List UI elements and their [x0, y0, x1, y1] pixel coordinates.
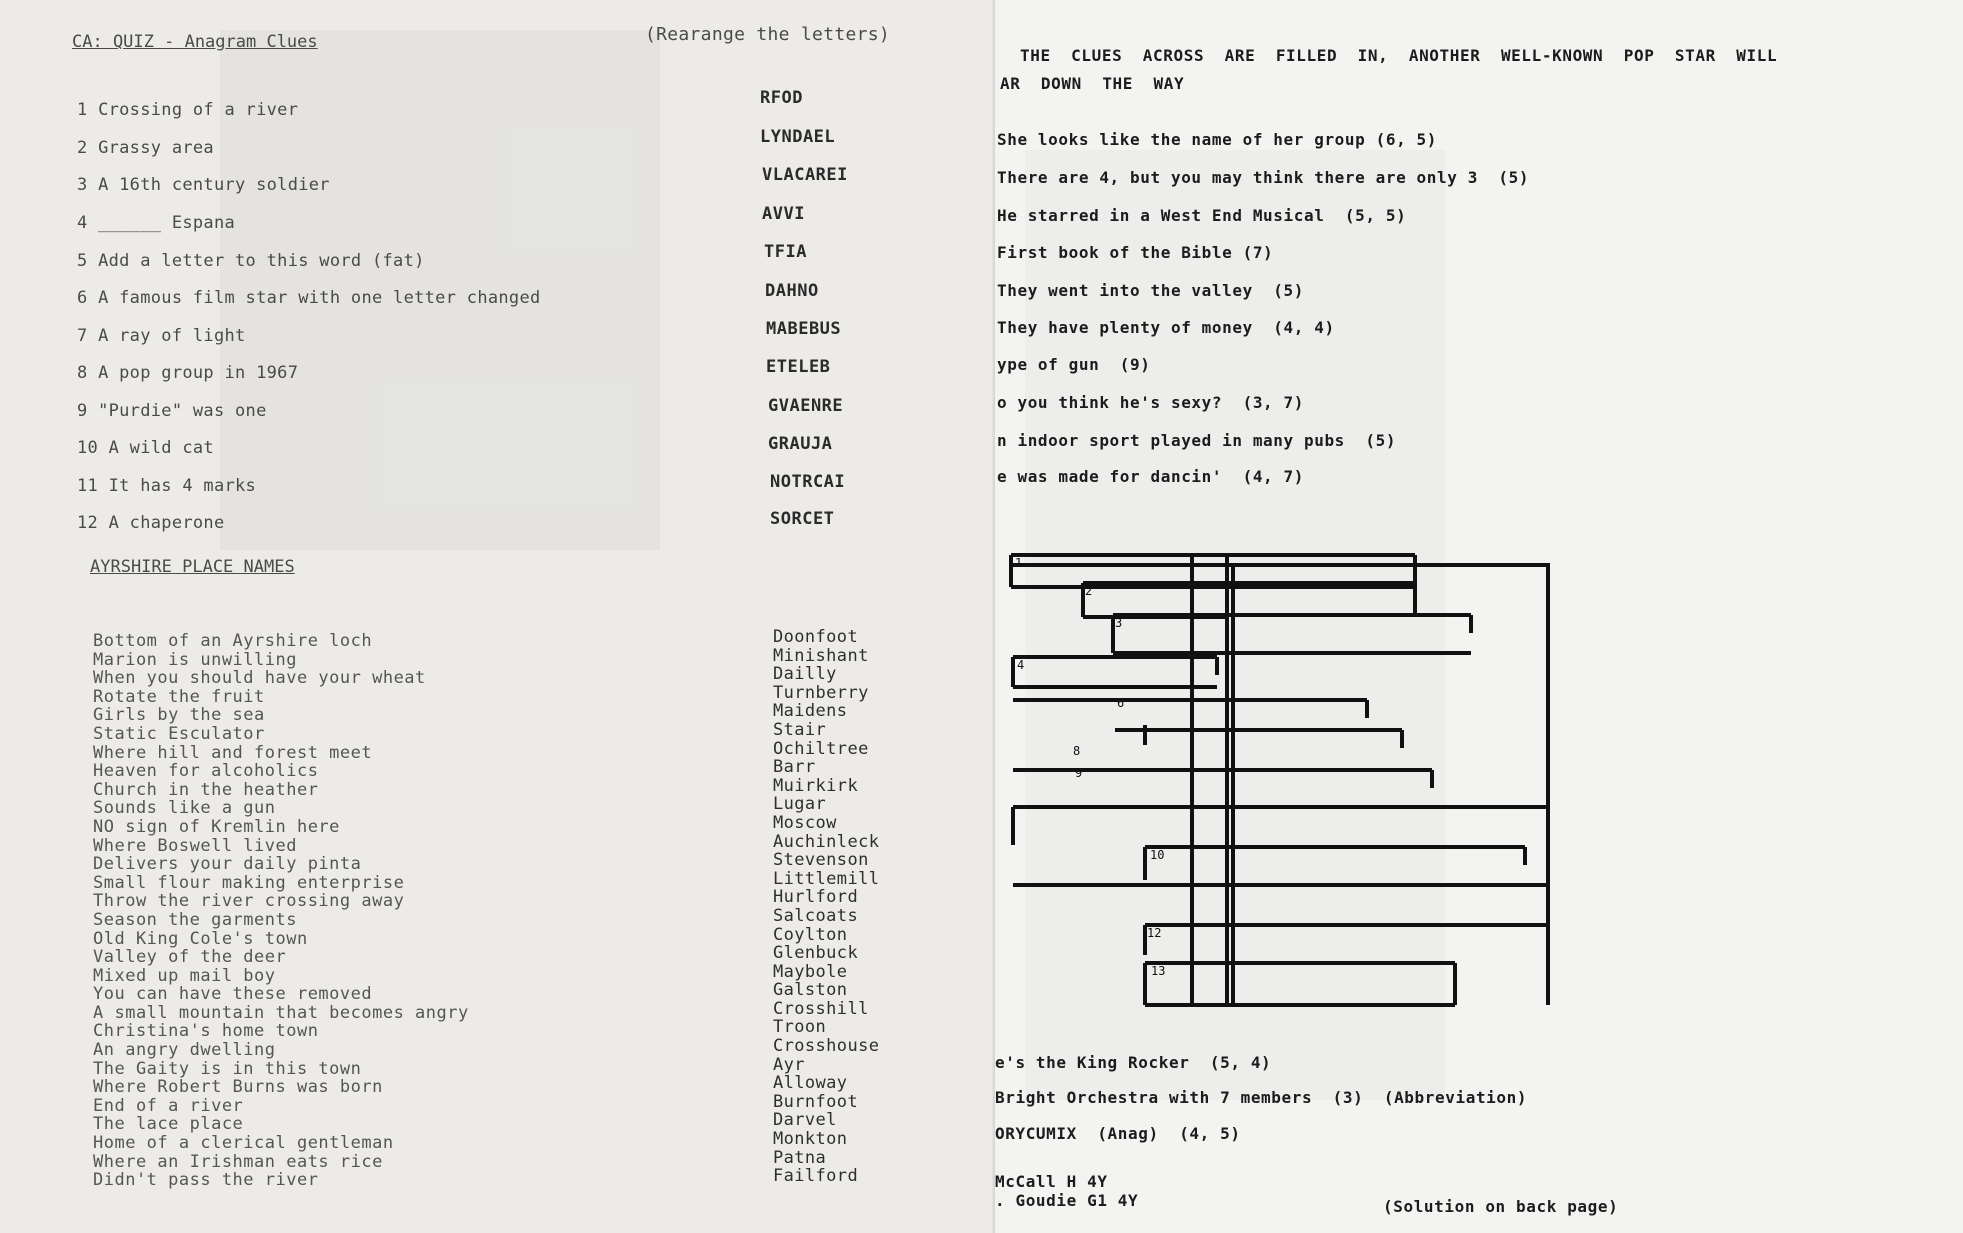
extra-clue: e's the King Rocker (5, 4)	[995, 1053, 1272, 1072]
grid-number: 4	[1017, 658, 1025, 672]
anagram-clue: 3 A 16th century soldier	[77, 175, 330, 195]
place-answer: Alloway	[773, 1073, 848, 1094]
across-clue: e was made for dancin' (4, 7)	[997, 467, 1304, 486]
across-clue: They went into the valley (5)	[997, 281, 1304, 300]
place-answer: Moscow	[773, 812, 837, 833]
place-clue: Church in the heather	[93, 779, 319, 800]
place-answer: Darvel	[773, 1110, 837, 1131]
anagram-answer: AVVI	[762, 204, 805, 224]
anagram-clue: 6 A famous film star with one letter changed	[77, 288, 541, 308]
anagram-answer: RFOD	[760, 88, 803, 108]
place-answer: Coylton	[773, 924, 848, 945]
solution-note: (Solution on back page)	[1383, 1197, 1619, 1216]
author-2: . Goudie G1 4Y	[995, 1191, 1139, 1210]
grid-number: 1	[1015, 556, 1023, 570]
place-clue: Where Robert Burns was born	[93, 1077, 383, 1098]
place-clue: Mixed up mail boy	[93, 965, 276, 986]
across-clue: She looks like the name of her group (6, 5)	[997, 130, 1438, 149]
anagram-clue: 7 A ray of light	[77, 326, 246, 346]
across-clue: There are 4, but you may think there are only 3 (5)	[997, 168, 1530, 187]
place-answer: Salcoats	[773, 905, 859, 926]
crossword-grid	[995, 545, 1695, 1015]
place-answer: Minishant	[773, 645, 869, 666]
place-clue: End of a river	[93, 1095, 244, 1116]
place-answer: Monkton	[773, 1129, 848, 1150]
place-clue: Season the garments	[93, 909, 297, 930]
place-clue: Old King Cole's town	[93, 928, 308, 949]
place-answer: Ayr	[773, 1054, 805, 1075]
across-clue: o you think he's sexy? (3, 7)	[997, 393, 1304, 412]
place-clue: Where hill and forest meet	[93, 742, 373, 763]
place-answer: Lugar	[773, 794, 827, 815]
place-answer: Littlemill	[773, 868, 880, 889]
place-answer: Doonfoot	[773, 627, 859, 647]
across-clue: n indoor sport played in many pubs (5)	[997, 431, 1397, 450]
anagram-clue: 8 A pop group in 1967	[77, 363, 299, 383]
author-1: McCall H 4Y	[995, 1172, 1108, 1191]
place-clue: Delivers your daily pinta	[93, 854, 362, 875]
anagram-answer: GVAENRE	[768, 396, 844, 416]
place-answer: Burnfoot	[773, 1091, 859, 1112]
place-clue: Sounds like a gun	[93, 798, 276, 819]
place-clue-column	[93, 594, 469, 1228]
instruction-text: (Rearange the letters)	[645, 24, 891, 45]
place-answer: Stevenson	[773, 850, 869, 871]
place-clue: An angry dwelling	[93, 1040, 276, 1061]
place-answer: Failford	[773, 1166, 859, 1187]
place-names-title: AYRSHIRE PLACE NAMES	[90, 557, 295, 577]
anagram-answer: VLACAREI	[762, 165, 848, 185]
grid-number: 10	[1150, 848, 1165, 862]
anagram-answer: LYNDAEL	[760, 127, 836, 147]
across-clue: They have plenty of money (4, 4)	[997, 318, 1335, 337]
right-page	[995, 0, 1963, 1233]
anagram-clue: 12 A chaperone	[77, 513, 225, 533]
place-clue: Where Boswell lived	[93, 835, 297, 856]
anagram-clue: 1 Crossing of a river	[77, 100, 299, 120]
anagram-answer: SORCET	[770, 509, 835, 529]
anagram-clue: 2 Grassy area	[77, 138, 214, 158]
extra-clue: ORYCUMIX (Anag) (4, 5)	[995, 1124, 1241, 1143]
grid-number: 9	[1075, 766, 1083, 780]
place-answer: Barr	[773, 757, 816, 778]
anagram-answer: NOTRCAI	[770, 472, 846, 492]
anagram-answer: ETELEB	[766, 357, 831, 377]
quiz-title: CA: QUIZ - Anagram Clues	[72, 32, 318, 52]
anagram-clue: 9 "Purdie" was one	[77, 401, 267, 421]
place-clue: Christina's home town	[93, 1021, 319, 1042]
place-clue: Rotate the fruit	[93, 686, 265, 707]
grid-number: 3	[1115, 616, 1123, 630]
place-clue: Bottom of an Ayrshire loch	[93, 631, 373, 651]
intro-line-1: THE CLUES ACROSS ARE FILLED IN, ANOTHER WELL-KNOWN POP STAR WILL	[1020, 46, 1778, 65]
place-clue: The lace place	[93, 1114, 244, 1135]
grid-number: 12	[1147, 926, 1162, 940]
place-clue: Valley of the deer	[93, 947, 287, 968]
place-clue: Didn't pass the river	[93, 1170, 319, 1191]
place-answer: Hurlford	[773, 887, 859, 908]
anagram-clue: 10 A wild cat	[77, 438, 214, 458]
place-clue: Marion is unwilling	[93, 649, 297, 670]
place-answer: Turnberry	[773, 682, 869, 703]
grid-number: 8	[1073, 744, 1081, 758]
place-answer: Dailly	[773, 664, 837, 685]
place-clue: A small mountain that becomes angry	[93, 1002, 469, 1023]
grid-number: 2	[1085, 584, 1093, 598]
place-answer: Galston	[773, 980, 848, 1001]
place-answer: Glenbuck	[773, 943, 859, 964]
anagram-answer: TFIA	[764, 242, 807, 262]
across-clue: He starred in a West End Musical (5, 5)	[997, 206, 1407, 225]
grid-number: 13	[1151, 964, 1166, 978]
place-clue: Static Esculator	[93, 723, 265, 744]
place-clue: When you should have your wheat	[93, 668, 426, 689]
anagram-clue: 5 Add a letter to this word (fat)	[77, 251, 425, 271]
place-answer: Muirkirk	[773, 775, 859, 796]
grid-number: 6	[1117, 696, 1125, 710]
across-clue: First book of the Bible (7)	[997, 243, 1274, 262]
place-clue: Throw the river crossing away	[93, 891, 405, 912]
place-clue: The Gaity is in this town	[93, 1058, 362, 1079]
place-answer: Ochiltree	[773, 738, 869, 759]
place-answer: Troon	[773, 1017, 827, 1038]
anagram-answer: DAHNO	[765, 281, 819, 301]
anagram-answer: GRAUJA	[768, 434, 833, 454]
place-answer: Crosshill	[773, 998, 869, 1019]
place-clue: You can have these removed	[93, 984, 373, 1005]
place-answer: Maidens	[773, 701, 848, 722]
place-clue: Home of a clerical gentleman	[93, 1133, 394, 1154]
anagram-clue: 4 ______ Espana	[77, 213, 236, 233]
place-clue: Heaven for alcoholics	[93, 761, 319, 782]
extra-clue: Bright Orchestra with 7 members (3) (Abbreviation)	[995, 1088, 1528, 1107]
across-clue: ype of gun (9)	[997, 355, 1151, 374]
place-answer: Crosshouse	[773, 1036, 880, 1057]
place-answer: Maybole	[773, 961, 848, 982]
place-clue: Where an Irishman eats rice	[93, 1151, 383, 1172]
place-clue: Girls by the sea	[93, 705, 265, 726]
intro-line-2: AR DOWN THE WAY	[1000, 74, 1185, 93]
anagram-answer: MABEBUS	[766, 319, 842, 339]
place-answer: Stair	[773, 719, 827, 740]
place-answer: Auchinleck	[773, 831, 880, 852]
place-clue: Small flour making enterprise	[93, 872, 405, 893]
place-answer-column	[773, 590, 879, 1224]
place-answer: Patna	[773, 1147, 827, 1168]
place-clue: NO sign of Kremlin here	[93, 816, 340, 837]
anagram-clue: 11 It has 4 marks	[77, 476, 257, 496]
